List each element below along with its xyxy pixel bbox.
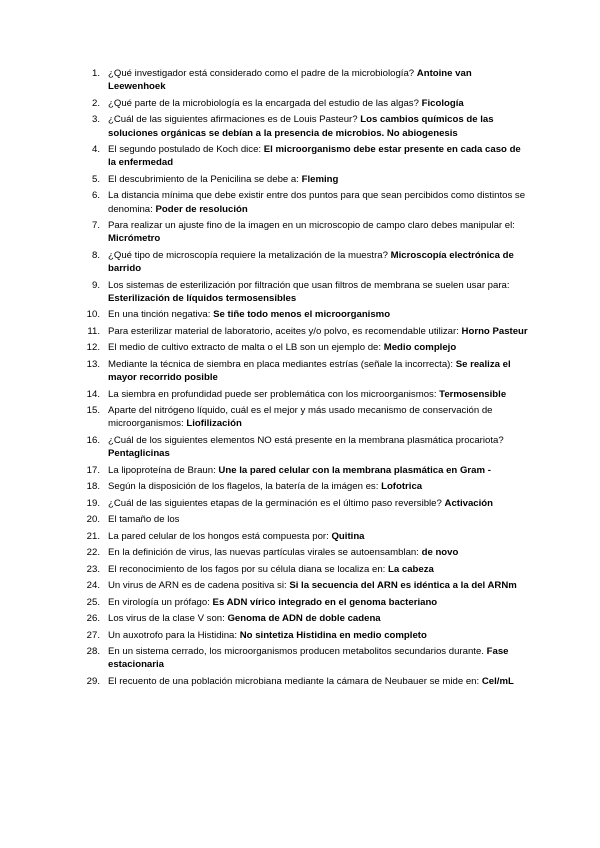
question-item — [84, 97, 530, 110]
question-number: 17. — [86, 464, 100, 476]
question-text: La distancia mínima que debe existir entre dos puntos para que sean percibidos como distintos se denomina: — [108, 190, 526, 215]
question-text: La lipoproteína de Braun: — [108, 464, 216, 476]
question-number: 23. — [86, 563, 100, 575]
question-text: Aparte del nitrógeno líquido, cuál es el mejor y más usado mecanismo de conservación de microorganismos: — [108, 405, 493, 430]
question-item — [84, 67, 530, 94]
question-text: ¿Qué investigador está considerado como el padre de la microbiología? — [108, 68, 415, 79]
answer-text: El microorganismo debe estar presente en cada caso de la enfermedad — [108, 144, 521, 169]
question-item — [84, 675, 530, 688]
question-text: Un virus de ARN es de cadena positiva si: — [108, 580, 287, 592]
question-item — [84, 563, 530, 576]
answer-text: Activación — [444, 497, 494, 509]
answer-text: Quitina — [331, 530, 365, 542]
question-text: En una tinción negativa: — [108, 309, 211, 321]
answer-text: Esterilización de líquidos termosensibles — [108, 292, 297, 304]
answer-text: Microscopía electrónica de barrido — [108, 249, 514, 275]
question-number: 4. — [91, 144, 100, 156]
question-number: 20. — [86, 514, 100, 526]
question-item — [84, 404, 530, 431]
question-item — [84, 513, 530, 526]
question-text: ¿Qué parte de la microbiología es la encargada del estudio de las algas? — [108, 97, 419, 109]
answer-text: Se realiza el mayor recorrido posible — [108, 358, 511, 384]
question-text: En un sistema cerrado, los microorganismos producen metabolitos secundarios durante. — [108, 646, 484, 658]
answer-text: de novo — [421, 547, 459, 559]
answer-text: Une la pared celular con la membrana plasmática en Gram - — [218, 464, 491, 476]
question-number: 10. — [86, 309, 100, 321]
question-text: La pared celular de los hongos está compuesta por: — [108, 530, 329, 542]
question-number: 2. — [91, 97, 100, 109]
question-number: 5. — [91, 173, 100, 185]
answer-text: La cabeza — [388, 563, 434, 575]
question-number: 21. — [86, 530, 100, 542]
answer-text: Poder de resolución — [155, 203, 248, 215]
question-number: 27. — [86, 629, 100, 641]
question-item — [84, 358, 530, 385]
question-text: En la definición de virus, las nuevas partículas virales se autoensamblan: — [108, 547, 419, 559]
question-text: El reconocimiento de los fagos por su célula diana se localiza en: — [108, 563, 386, 575]
question-number: 28. — [86, 646, 100, 658]
question-text: ¿Cuál de las siguientes etapas de la germinación es el último paso reversible? — [108, 497, 442, 509]
question-item — [84, 279, 530, 306]
question-text: El tamaño de los — [108, 514, 180, 526]
answer-text: Horno Pasteur — [461, 325, 528, 337]
question-number: 26. — [86, 613, 100, 625]
question-text: Los sistemas de esterilización por filtración que usan filtros de membrana se suelen usar para: — [108, 279, 510, 291]
question-item — [84, 143, 530, 170]
answer-text: Es ADN vírico integrado en el genoma bacteriano — [212, 596, 438, 608]
question-number: 18. — [86, 481, 100, 493]
question-number: 7. — [91, 220, 100, 232]
answer-text: Medio complejo — [383, 342, 457, 354]
answer-text: Fleming — [301, 173, 339, 185]
question-item — [84, 219, 530, 246]
question-number: 1. — [91, 68, 100, 79]
answer-text: Fase estacionaria — [108, 646, 509, 671]
answer-text: Cel/mL — [481, 675, 514, 687]
question-text: La siembra en profundidad puede ser problemática con los microorganismos: — [108, 388, 437, 400]
answer-text: Si la secuencia del ARN es idéntica a la del ARNm — [289, 580, 517, 592]
question-text: ¿Qué tipo de microscopía requiere la metalización de la muestra? — [108, 249, 388, 261]
question-number: 22. — [86, 547, 100, 559]
question-item — [84, 612, 530, 625]
question-number: 19. — [86, 497, 100, 509]
question-text: ¿Cuál de las siguientes afirmaciones es de Louis Pasteur? — [108, 114, 358, 126]
question-item — [84, 645, 530, 672]
question-item — [84, 629, 530, 642]
question-text: El recuento de una población microbiana mediante la cámara de Neubauer se mide en: — [108, 675, 480, 687]
question-number: 11. — [87, 325, 100, 337]
question-item — [84, 434, 530, 461]
question-item — [84, 530, 530, 543]
question-text: Según la disposición de los flagelos, la batería de la imágen es: — [108, 481, 379, 493]
question-item — [84, 113, 530, 140]
answer-text: Ficología — [421, 97, 464, 109]
question-number: 9. — [91, 279, 100, 291]
question-text: Los virus de la clase V son: — [108, 613, 225, 625]
question-item — [84, 325, 530, 338]
question-item — [84, 249, 530, 276]
question-text: ¿Cuál de los siguientes elementos NO está presente en la membrana plasmática procariota? — [108, 434, 504, 446]
question-number: 14. — [86, 388, 100, 400]
question-item — [84, 388, 530, 401]
question-text: Un auxotrofo para la Histidina: — [108, 629, 238, 641]
question-text: En virología un prófago: — [108, 596, 210, 608]
question-item — [84, 189, 530, 216]
question-item — [84, 546, 530, 559]
question-number: 8. — [91, 249, 100, 261]
question-text: El segundo postulado de Koch dice: — [108, 144, 262, 156]
question-number: 29. — [86, 675, 100, 687]
question-item — [84, 480, 530, 493]
question-text: Mediante la técnica de siembra en placa mediantes estrías (señale la incorrecta): — [108, 358, 454, 370]
question-number: 13. — [86, 358, 100, 370]
question-text: El medio de cultivo extracto de malta o el LB son un ejemplo de: — [108, 342, 382, 354]
question-number: 3. — [91, 114, 100, 126]
question-item — [84, 579, 530, 592]
answer-text: No sintetiza Histidina en medio completo — [239, 629, 427, 641]
answer-text: Se tiñe todo menos el microorganismo — [213, 309, 391, 321]
question-list — [84, 67, 530, 691]
question-item — [84, 464, 530, 477]
question-text: Para realizar un ajuste fino de la imagen en un microscopio de campo claro debes manipular el: — [108, 220, 515, 232]
question-item — [84, 596, 530, 609]
question-number: 25. — [86, 596, 100, 608]
answer-text: Antoine van Leewenhoek — [108, 68, 472, 93]
question-text: Para esterilizar material de laboratorio, aceites y/o polvo, es recomendable utilizar: — [108, 325, 459, 337]
answer-text: Termosensible — [439, 388, 507, 400]
question-text: El descubrimiento de la Penicilina se debe a: — [108, 173, 299, 185]
question-item — [84, 497, 530, 510]
answer-text: Los cambios químicos de las soluciones orgánicas se debían a la presencia de microbios. No abiogenesis — [108, 114, 494, 139]
answer-text: Micrómetro — [108, 233, 161, 245]
answer-text: Pentaglicinas — [108, 448, 170, 460]
answer-text: Liofilización — [186, 418, 242, 430]
question-number: 15. — [86, 405, 100, 417]
question-item — [84, 341, 530, 354]
question-number: 16. — [86, 434, 100, 446]
question-item — [84, 173, 530, 186]
question-item — [84, 308, 530, 321]
answer-text: Genoma de ADN de doble cadena — [227, 613, 381, 625]
question-number: 12. — [86, 342, 100, 354]
question-number: 24. — [86, 580, 100, 592]
question-number: 6. — [91, 190, 100, 202]
answer-text: Lofotrica — [381, 481, 423, 493]
